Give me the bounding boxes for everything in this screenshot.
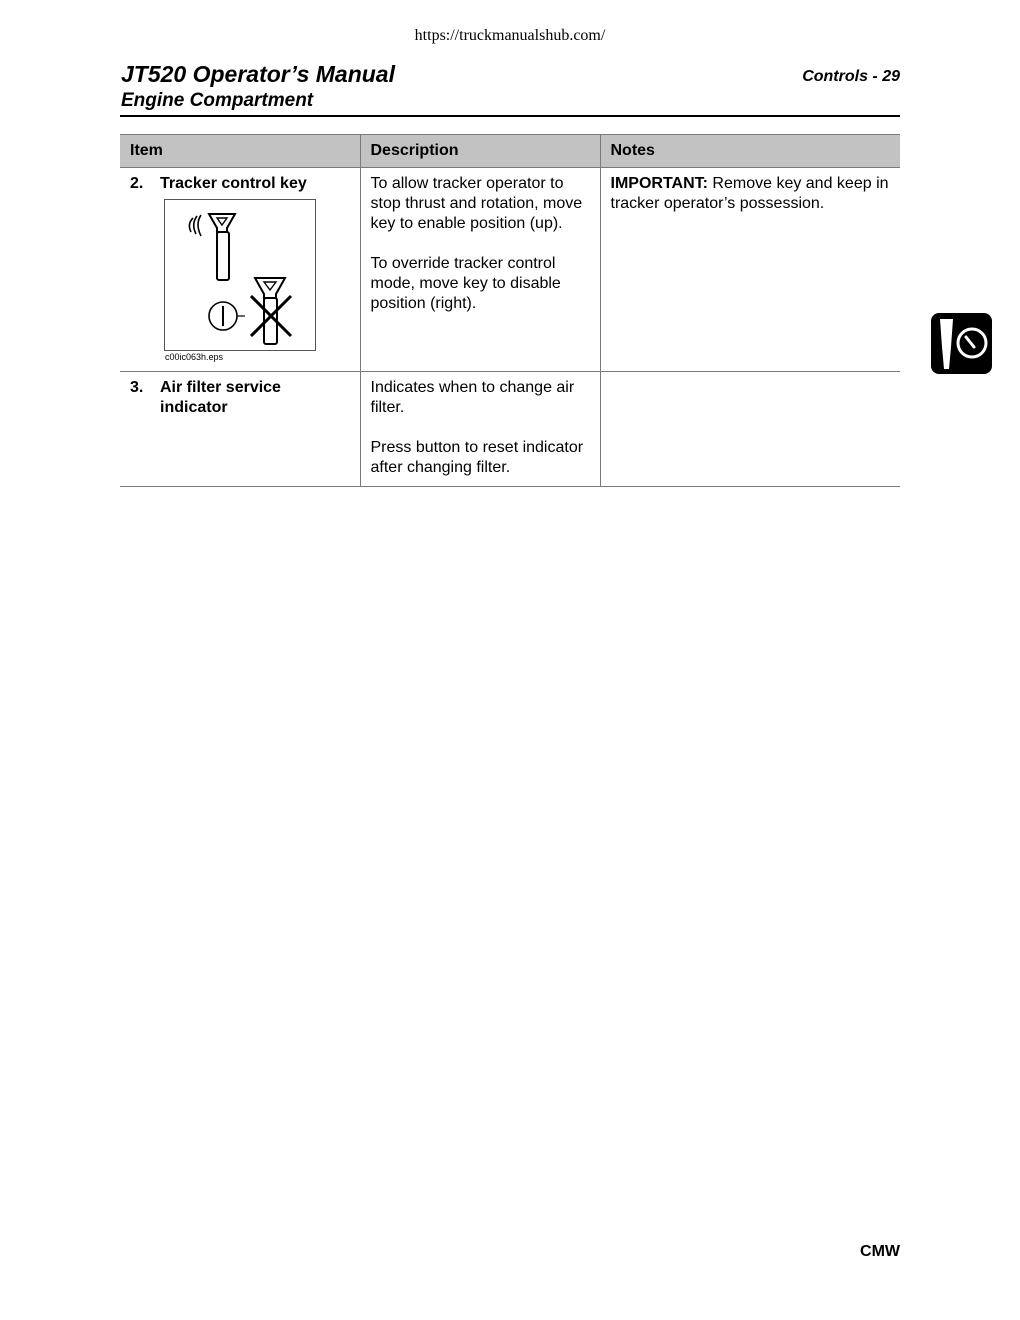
notes-cell [600, 372, 900, 487]
description-paragraph: Indicates when to change air filter. [370, 379, 575, 416]
item-number: 3. [130, 379, 144, 396]
figure-caption: c00ic063h.eps [165, 352, 224, 362]
description-cell [360, 168, 600, 372]
notes-text: Remove key and keep in tracker operator’s possession. [610, 175, 889, 212]
notes-cell [600, 168, 900, 372]
section-title: Engine Compartment [121, 90, 314, 111]
item-label [130, 174, 350, 194]
page-reference: Controls - 29 [802, 68, 900, 85]
column-header-notes: Notes [600, 135, 900, 168]
description-cell [360, 372, 600, 487]
description-paragraph: To override tracker control mode, move key to disable position (right). [370, 255, 561, 312]
description-paragraph: Press button to reset indicator after changing filter. [370, 439, 584, 476]
footer-code: CMW [860, 1243, 900, 1260]
tracker-control-key-icon [164, 199, 316, 351]
item-name: Air filter service indicator [160, 379, 281, 416]
column-header-item: Item [120, 135, 360, 168]
item-name: Tracker control key [160, 175, 307, 192]
column-header-description: Description [360, 135, 600, 168]
item-cell [120, 372, 360, 487]
table-row [120, 372, 900, 487]
item-cell [120, 168, 360, 372]
important-label: IMPORTANT: [610, 175, 708, 192]
header-rule [120, 115, 900, 117]
table-header-row [120, 135, 900, 168]
manual-title: JT520 Operator’s Manual [121, 61, 395, 87]
item-label [130, 378, 350, 418]
controls-table [120, 134, 900, 487]
item-number: 2. [130, 175, 144, 192]
description-paragraph: To allow tracker operator to stop thrust and rotation, move key to enable position (up). [370, 175, 583, 232]
table-row [120, 168, 900, 372]
controls-section-icon [931, 313, 992, 374]
source-url: https://truckmanualshub.com/ [414, 27, 606, 44]
